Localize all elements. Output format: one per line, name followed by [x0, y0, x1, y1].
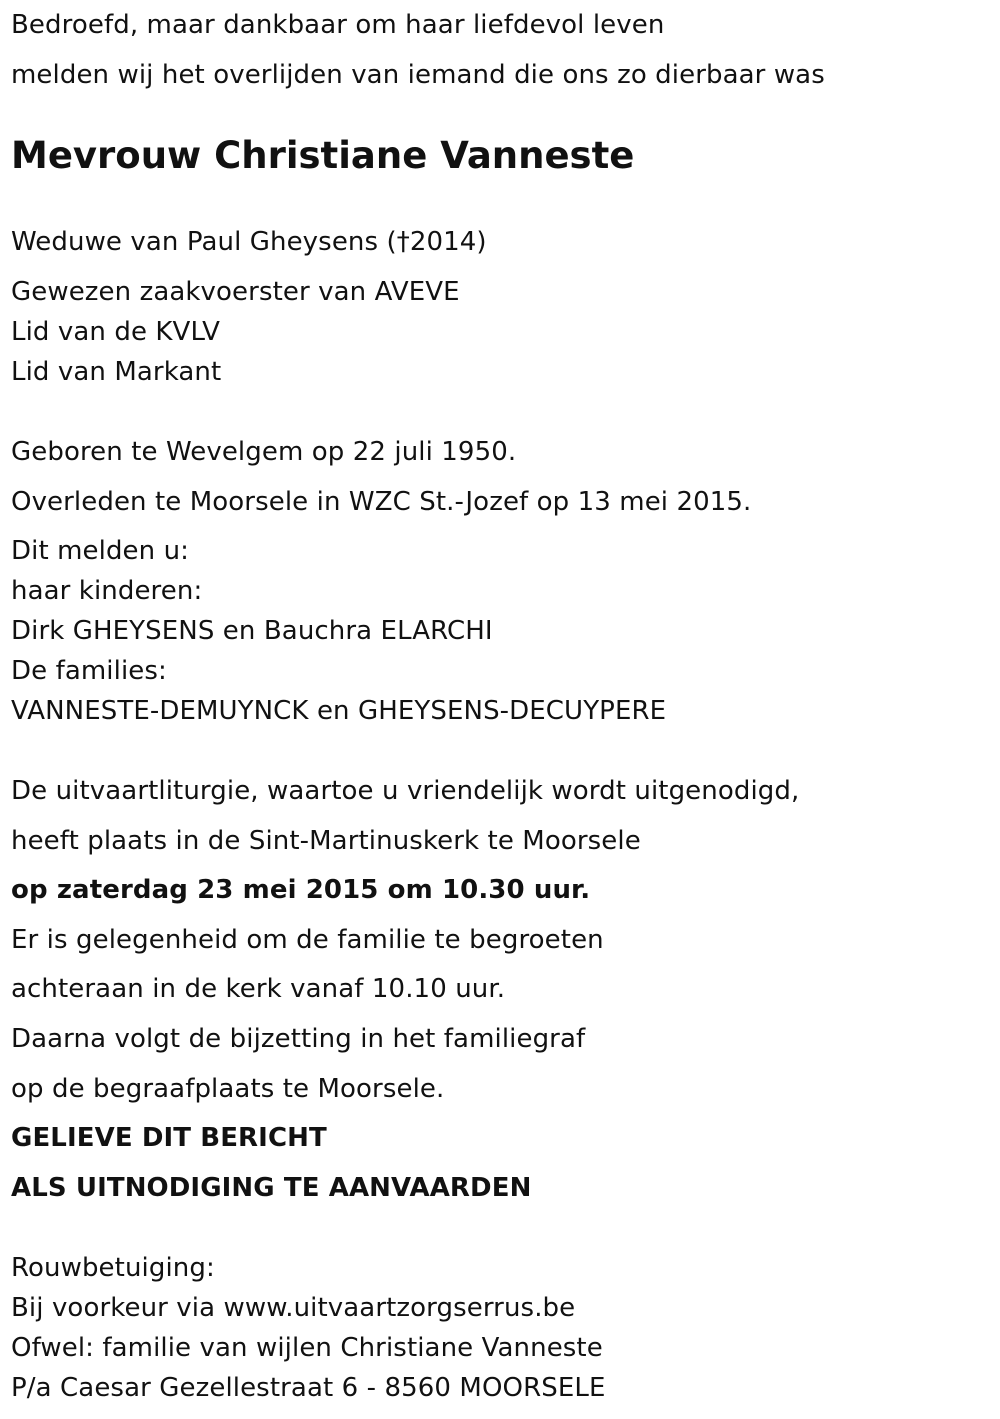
notice-line-1: GELIEVE DIT BERICHT	[11, 1123, 327, 1153]
burial-line-1: Daarna volgt de bijzetting in het familiegraf	[11, 1024, 586, 1054]
greeting-line-2: achteraan in de kerk vanaf 10.10 uur.	[11, 974, 506, 1004]
greeting-line-1: Er is gelegenheid om de familie te begroeten	[11, 925, 604, 955]
burial-line-2: op de begraafplaats te Moorsele.	[11, 1074, 445, 1104]
bio-membership-markant: Lid van Markant	[11, 357, 222, 387]
families-names: VANNESTE-DEMUYNCK en GHEYSENS-DECUYPERE	[11, 696, 667, 726]
children-names: Dirk GHEYSENS en Bauchra ELARCHI	[11, 616, 493, 646]
birth-info: Geboren te Wevelgem op 22 juli 1950.	[11, 437, 517, 467]
announcers-intro: Dit melden u:	[11, 536, 190, 566]
deceased-name: Mevrouw Christiane Vanneste	[11, 134, 635, 177]
bio-widow: Weduwe van Paul Gheysens (†2014)	[11, 227, 487, 257]
notice-line-2: ALS UITNODIGING TE AANVAARDEN	[11, 1173, 532, 1203]
condolences-postal: Ofwel: familie van wijlen Christiane Vanneste	[11, 1333, 603, 1363]
condolences-address: P/a Caesar Gezellestraat 6 - 8560 MOORSELE	[11, 1373, 606, 1403]
bio-occupation: Gewezen zaakvoerster van AVEVE	[11, 277, 460, 307]
bio-membership-kvlv: Lid van de KVLV	[11, 317, 221, 347]
families-label: De families:	[11, 656, 167, 686]
ceremony-datetime: op zaterdag 23 mei 2015 om 10.30 uur.	[11, 875, 591, 905]
death-info: Overleden te Moorsele in WZC St.-Jozef op 13 mei 2015.	[11, 487, 752, 517]
intro-line-1: Bedroefd, maar dankbaar om haar liefdevol leven	[11, 10, 665, 40]
children-label: haar kinderen:	[11, 576, 203, 606]
intro-line-2: melden wij het overlijden van iemand die ons zo dierbaar was	[11, 60, 825, 90]
ceremony-invite: De uitvaartliturgie, waartoe u vriendelijk wordt uitgenodigd,	[11, 776, 800, 806]
condolences-online: Bij voorkeur via www.uitvaartzorgserrus.be	[11, 1293, 576, 1323]
ceremony-place: heeft plaats in de Sint-Martinuskerk te Moorsele	[11, 826, 641, 856]
condolences-label: Rouwbetuiging:	[11, 1253, 215, 1283]
